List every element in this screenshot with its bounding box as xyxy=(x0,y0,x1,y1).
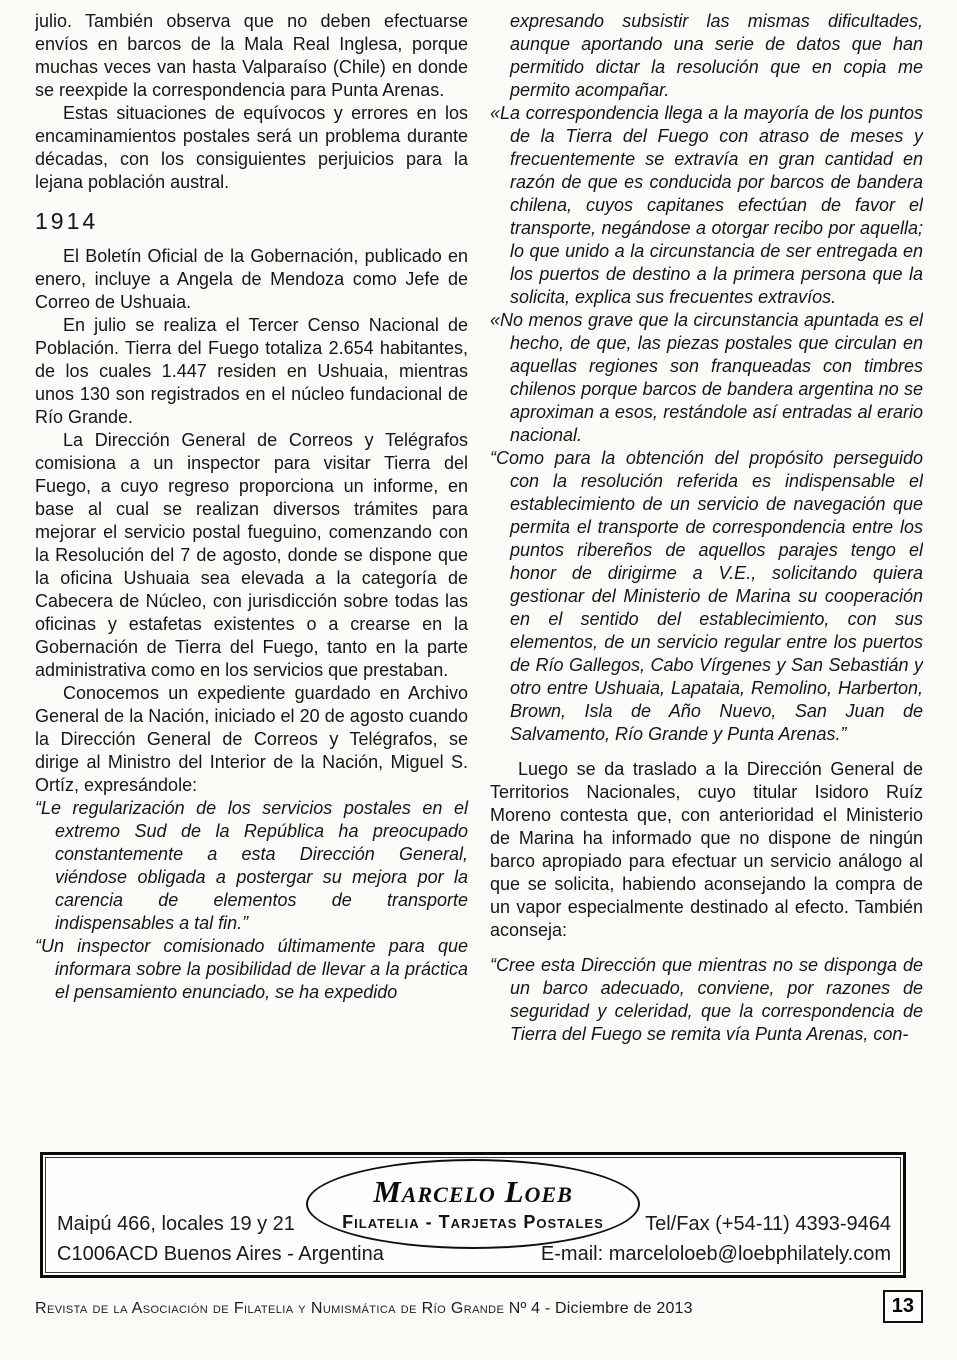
advertiser-address-line1: Maipú 466, locales 19 y 21 xyxy=(57,1213,295,1235)
advertiser-subtitle: Filatelia - Tarjetas Postales xyxy=(342,1212,604,1232)
journal-title: Revista de la Asociación de Filatelia y Numismática de Río Grande xyxy=(35,1300,505,1317)
paragraph: Estas situaciones de equívocos y errores en los encaminamientos postales será un problema durante décadas, con los consiguientes perjuicios para la lejana población austral. xyxy=(35,103,468,192)
journal-title-line xyxy=(35,1290,693,1318)
quote-paragraph: “Le regularización de los servicios postales en el extremo Sud de la República ha preocupado constantemente a esta Dirección General, viéndose obligada a postergar su mejora por la carencia de elementos de transporte indispensables a tal fin.” xyxy=(35,798,468,933)
advertiser-phone: Tel/Fax (+54-11) 4393-9464 xyxy=(645,1213,891,1235)
quote-paragraph: “Como para la obtención del propósito perseguido con la resolución referida es indispensable el establecimiento de un servicio de navegación que permita el transporte de correspondencia entre los puntos ribereños de aquellos parajes tengo el honor de dirigirme a V.E., solicitando quiera gestionar del Ministerio de Marina su cooperación en el sentido del establecimiento, con sus elementos, de un servicio regular entre los puertos de Río Gallegos, Cabo Vírgenes y San Sebastián y otro entre Ushuaia, Lapataia, Remolino, Harberton, Brown, Isla de Año Nuevo, San Juan de Salvamento, Río Grande y Punta Arenas.” xyxy=(490,448,923,744)
quote-paragraph: expresando subsistir las mismas dificultades, aunque aportando una serie de datos que han permitido dictar la resolución que en copia me permito acompañar. xyxy=(510,11,923,100)
advertiser-email: E-mail: marceloloeb@loebphilately.com xyxy=(540,1243,891,1265)
advertisement-box xyxy=(40,1152,906,1278)
quote-paragraph: “Un inspector comisionado últimamente para que informara sobre la posibilidad de llevar a la práctica el pensamiento enunciado, se ha expedido xyxy=(35,936,468,1002)
quote-paragraph: «No menos grave que la circunstancia apuntada es el hecho, de que, las piezas postales que circulan en aquellas regiones son franqueadas con timbres chilenos porque barcos de bandera argentina no se aproximan a esos, restándole así entradas al erario nacional. xyxy=(490,310,923,445)
paragraph: julio. También observa que no deben efectuarse envíos en barcos de la Mala Real Inglesa, porque muchas veces van hasta Valparaíso (Chile) en donde se reexpide la correspondencia para Punta Arenas. xyxy=(35,11,468,100)
right-column xyxy=(490,10,923,1146)
left-column xyxy=(35,10,468,1146)
paragraph: Luego se da traslado a la Dirección General de Territorios Nacionales, cuyo titular Isidoro Ruíz Moreno contesta que, con anterioridad el Ministerio de Marina ha informado que no dispone de ningún barco apropiado para efectuar un servicio análogo al que se solicita, habiendo aconsejando la compra de un vapor especialmente destinado al efecto. También aconseja: xyxy=(490,759,923,940)
page-footer xyxy=(35,1290,923,1323)
section-heading-1914: 1914 xyxy=(35,208,99,234)
page-number: 13 xyxy=(883,1290,923,1323)
advertiser-contact xyxy=(541,1209,891,1269)
article-columns xyxy=(35,10,923,1146)
advertiser-address-line2: C1006ACD Buenos Aires - Argentina xyxy=(57,1243,384,1265)
paragraph: Conocemos un expediente guardado en Archivo General de la Nación, iniciado el 20 de agosto cuando la Dirección General de Correos y Telégrafos, se dirige al Ministro del Interior de la Nación, Miguel S. Ortíz, expresándole: xyxy=(35,683,468,795)
quote-paragraph: “Cree esta Dirección que mientras no se disponga de un barco adecuado, conviene, por razones de seguridad y celeridad, que la correspondencia de Tierra del Fuego se remita vía Punta Arenas, con- xyxy=(490,955,923,1044)
advertiser-name: Marcelo Loeb xyxy=(373,1174,573,1209)
quote-paragraph: «La correspondencia llega a la mayoría de los puntos de la Tierra del Fuego con atraso de meses y frecuentemente se extravía en gran cantidad en razón de que es conducida por barcos de bandera chilena, cuyos capitanes efectúan de favor el transporte, negándose a otorgar recibo por aquella; lo que unido a la circunstancia de ser entregada en los puertos de destino a la primera persona que la solicita, explica sus frecuentes extravíos. xyxy=(490,103,923,307)
advertiser-address xyxy=(57,1209,384,1269)
journal-issue: Nº 4 - Diciembre de 2013 xyxy=(508,1300,693,1317)
paragraph: En julio se realiza el Tercer Censo Nacional de Población. Tierra del Fuego totaliza 2.654 habitantes, de los cuales 1.447 residen en Ushuaia, mientras unos 130 son registrados en el núcleo fundacional de Río Grande. xyxy=(35,315,468,427)
paragraph: El Boletín Oficial de la Gobernación, publicado en enero, incluye a Angela de Mendoza como Jefe de Correo de Ushuaia. xyxy=(35,246,468,312)
paragraph: La Dirección General de Correos y Telégrafos comisiona a un inspector para visitar Tierra del Fuego, a cuyo regreso proporciona un informe, en base al cual se realizan diversos trámites para mejorar el servicio postal fueguino, comenzando con la Resolución del 7 de agosto, donde se dispone que la oficina Ushuaia sea elevada a la categoría de Cabecera de Núcleo, con jurisdicción sobre todas las oficinas y estafetas existentes o a crearse en la Gobernación de Tierra del Fuego, tanto en la parte administrativa como en los servicios que prestaban. xyxy=(35,430,468,680)
